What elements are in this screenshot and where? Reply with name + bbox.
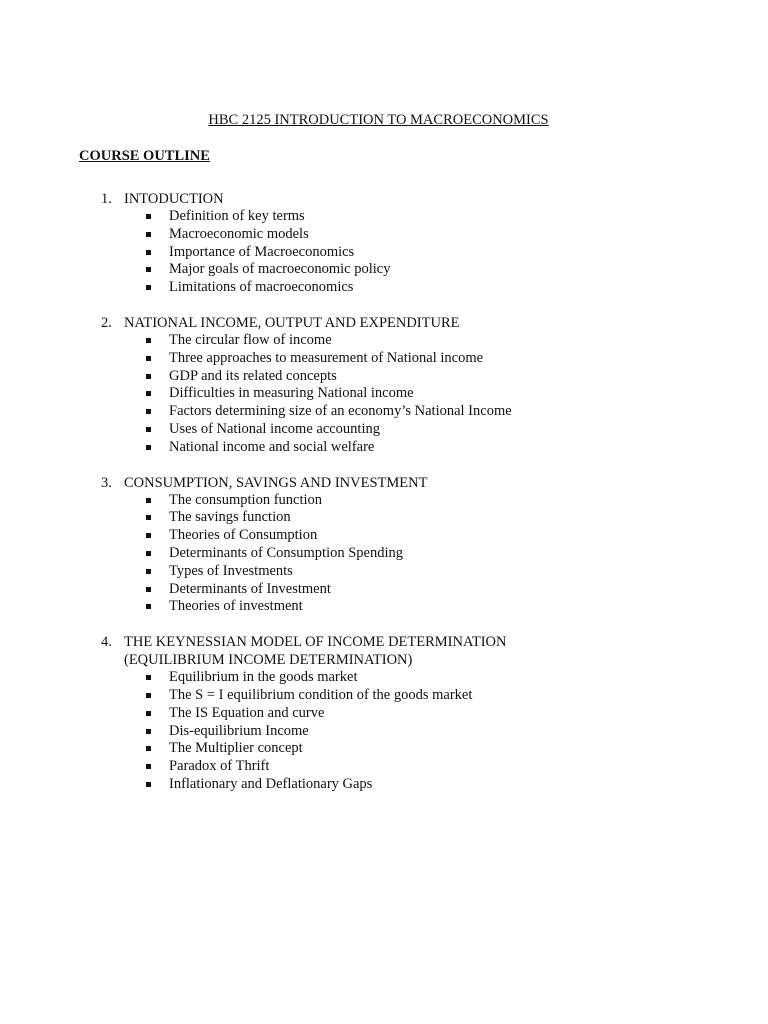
section-2 [0,314,768,457]
topic-item [0,740,768,758]
square-bullet-icon [146,445,151,450]
topic-list [0,332,768,457]
topic-item [0,403,768,421]
section-number: 4. [101,634,112,651]
topic-text: Major goals of macroeconomic policy [169,261,391,278]
square-bullet-icon [146,533,151,538]
topic-text: Three approaches to measurement of National income [169,349,484,366]
topic-list [0,492,768,617]
topic-item [0,226,768,244]
square-bullet-icon [146,515,151,520]
topic-text: Importance of Macroeconomics [169,243,355,260]
topic-text: Equilibrium in the goods market [169,669,358,686]
topic-text: GDP and its related concepts [169,367,337,384]
topic-text: Determinants of Consumption Spending [169,544,403,561]
square-bullet-icon [146,693,151,698]
topic-item [0,723,768,741]
square-bullet-icon [146,569,151,574]
section-heading [0,190,768,208]
section-1 [0,190,768,297]
topic-item [0,776,768,794]
topic-item [0,545,768,563]
section-title: CONSUMPTION, SAVINGS AND INVESTMENT [124,474,428,491]
square-bullet-icon [146,551,151,556]
topic-text: The consumption function [169,491,323,508]
section-number: 1. [101,191,112,207]
section-title: NATIONAL INCOME, OUTPUT AND EXPENDITURE [124,314,460,331]
section-heading [0,474,768,492]
square-bullet-icon [146,498,151,503]
section-heading [0,314,768,332]
square-bullet-icon [146,587,151,592]
square-bullet-icon [146,711,151,716]
topic-item [0,527,768,545]
square-bullet-icon [146,250,151,255]
topic-item [0,261,768,279]
topic-text: Theories of Consumption [169,527,318,544]
section-number: 2. [101,314,112,331]
topic-text: Inflationary and Deflationary Gaps [169,775,373,792]
section-title: INTODUCTION [124,191,224,207]
topic-item [0,581,768,599]
topic-item [0,563,768,581]
square-bullet-icon [146,409,151,414]
square-bullet-icon [146,764,151,769]
topic-item [0,368,768,386]
topic-text: Types of Investments [169,562,293,579]
topic-item [0,758,768,776]
square-bullet-icon [146,267,151,272]
topic-item [0,439,768,457]
square-bullet-icon [146,746,151,751]
section-4 [0,633,768,794]
section-number: 3. [101,474,112,491]
topic-item [0,244,768,262]
square-bullet-icon [146,782,151,787]
topic-text: Uses of National income accounting [169,420,380,437]
section-3 [0,474,768,617]
square-bullet-icon [146,604,151,609]
topic-text: The Multiplier concept [169,740,303,757]
topic-item [0,421,768,439]
topic-item [0,492,768,510]
topic-item [0,687,768,705]
topic-text: The IS Equation and curve [169,704,325,721]
topic-text: Paradox of Thrift [169,758,270,775]
topic-item [0,350,768,368]
section-heading [0,633,768,669]
course-outline-heading: COURSE OUTLINE [79,148,210,164]
topic-text: The savings function [169,509,291,526]
square-bullet-icon [146,374,151,379]
topic-item [0,705,768,723]
section-title: THE KEYNESSIAN MODEL OF INCOME DETERMINATION [124,634,507,651]
square-bullet-icon [146,729,151,734]
square-bullet-icon [146,232,151,237]
topic-text: Determinants of Investment [169,580,331,597]
square-bullet-icon [146,427,151,432]
topic-item [0,385,768,403]
topic-text: Factors determining size of an economy’s National Income [169,403,512,420]
square-bullet-icon [146,391,151,396]
square-bullet-icon [146,285,151,290]
topic-text: Limitations of macroeconomics [169,279,354,296]
outline-sections [0,190,768,811]
topic-item [0,208,768,226]
topic-text: Dis-equilibrium Income [169,722,309,739]
square-bullet-icon [146,338,151,343]
topic-text: Difficulties in measuring National income [169,385,414,402]
topic-text: The S = I equilibrium condition of the goods market [169,686,473,703]
square-bullet-icon [146,356,151,361]
topic-item [0,669,768,687]
topic-text: National income and social welfare [169,438,375,455]
topic-text: Definition of key terms [169,208,305,224]
topic-item [0,509,768,527]
topic-text: Macroeconomic models [169,225,309,242]
topic-item [0,598,768,616]
topic-item [0,279,768,297]
document-title: HBC 2125 INTRODUCTION TO MACROECONOMICS [208,112,549,128]
square-bullet-icon [146,214,151,219]
topic-list [0,208,768,297]
section-subtitle: (EQUILIBRIUM INCOME DETERMINATION) [124,652,413,669]
square-bullet-icon [146,675,151,680]
topic-list [0,669,768,794]
topic-text: Theories of investment [169,598,303,615]
topic-text: The circular flow of income [169,331,332,348]
topic-item [0,332,768,350]
